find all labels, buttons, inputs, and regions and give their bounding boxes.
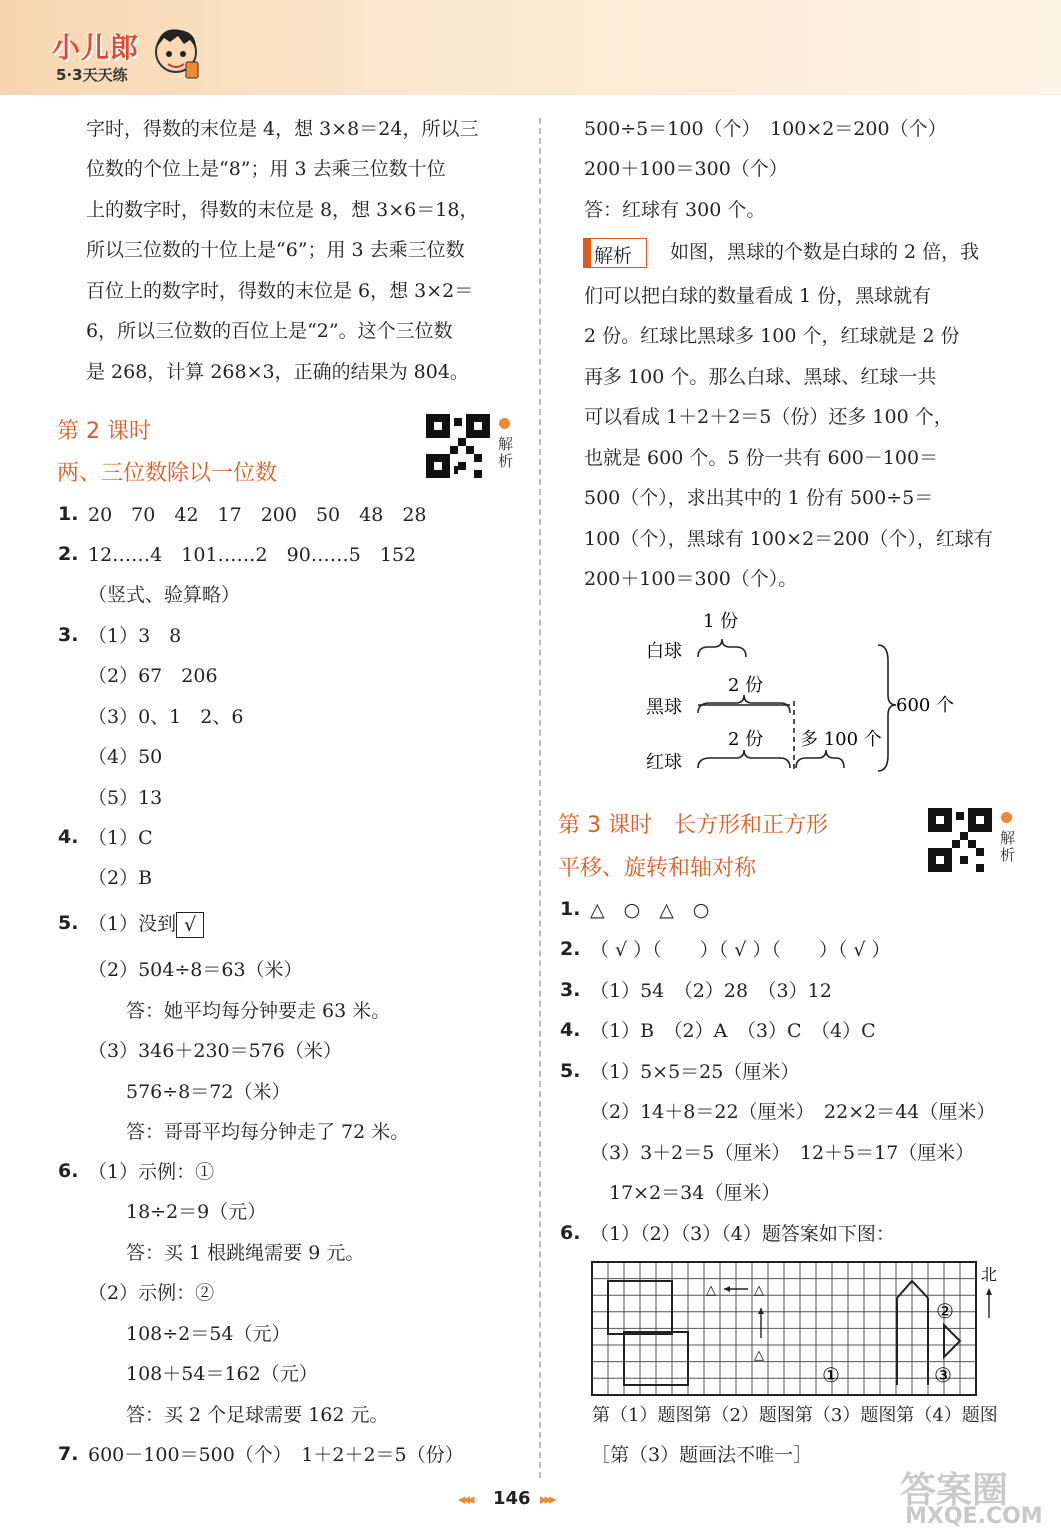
page-number: 146 xyxy=(493,1488,531,1509)
qr-dot-icon xyxy=(499,418,510,429)
item-text: （2）示例：② xyxy=(88,1282,215,1304)
north-label: 北 xyxy=(981,1265,998,1284)
item-text: （竖式、验算略） xyxy=(88,584,241,606)
mascot-icon xyxy=(150,22,202,84)
prev-arrows-icon: ◂◂◂ xyxy=(458,1490,472,1508)
brand-logo: 小儿郎 xyxy=(52,31,140,64)
brace-red-left xyxy=(698,750,790,768)
ball-diagram xyxy=(640,605,970,780)
item-number: 5. xyxy=(58,912,79,934)
item-text: （5）13 xyxy=(88,787,163,809)
item-text: 答：买 1 根跳绳需要 9 元。 xyxy=(126,1242,365,1264)
item-number: 2. xyxy=(58,543,79,565)
item-text: （1）（2）（3）（4）题答案如下图： xyxy=(590,1223,895,1245)
text-line: 答：红球有 300 个。 xyxy=(584,199,766,221)
brand-subtitle: 5·3天天练 xyxy=(56,66,128,84)
text-line: 可以看成 1＋2＋2＝5（份）还多 100 个， xyxy=(584,406,953,428)
qr-code-icon[interactable] xyxy=(426,414,490,478)
check-box: √ xyxy=(176,912,204,938)
qr-label: 解析 xyxy=(1000,829,1016,864)
item-number: 6. xyxy=(58,1160,79,1182)
q5-answer: （1）没到 xyxy=(88,913,177,935)
item-number: 1. xyxy=(58,503,79,525)
item-text: △ ○ △ ○ xyxy=(590,899,710,921)
item-text: 108÷2＝54（元） xyxy=(126,1323,291,1345)
item-text: （1）3 8 xyxy=(88,625,182,647)
item-number: 1. xyxy=(560,898,581,920)
circle-one: ① xyxy=(822,1363,840,1387)
label-two-parts-red: 2 份 xyxy=(728,729,764,750)
item-text xyxy=(88,912,204,938)
next-arrows-icon: ▸▸▸ xyxy=(540,1490,554,1508)
watermark-logo: 答案圈 xyxy=(900,1470,1009,1511)
item-text: （2）67 206 xyxy=(88,665,218,687)
item-text: 576÷8＝72（米） xyxy=(126,1081,291,1103)
brace-total xyxy=(878,645,896,771)
brace-red-right xyxy=(796,750,844,768)
section-title: 第 2 课时 xyxy=(57,419,151,444)
item-text: 答：她平均每分钟要走 63 米。 xyxy=(126,1000,391,1022)
item-text: 12……4 101……2 90……5 152 xyxy=(88,544,417,566)
item-number: 6. xyxy=(560,1222,581,1244)
item-text: （2）14＋8＝22（厘米） 22×2＝44（厘米） xyxy=(590,1101,996,1123)
item-text: （1）示例：① xyxy=(88,1161,215,1183)
text-line: 6，所以三位数的百位上是“2”。这个三位数 xyxy=(86,320,453,342)
item-text: 答：买 2 个足球需要 162 元。 xyxy=(126,1404,389,1426)
section-subtitle: 平移、旋转和轴对称 xyxy=(558,856,757,881)
item-text: 20 70 42 17 200 50 48 28 xyxy=(88,504,427,526)
text-line: 500÷5＝100（个） 100×2＝200（个） xyxy=(584,118,947,140)
label-red: 红球 xyxy=(646,752,682,773)
text-line: 位数的个位上是“8”；用 3 去乘三位数十位 xyxy=(86,158,446,180)
item-number: 4. xyxy=(560,1019,581,1041)
analysis-tag xyxy=(583,238,647,268)
label-black: 黑球 xyxy=(646,697,682,718)
text-line: 200＋100＝300（个） xyxy=(584,158,788,180)
label-two-parts-black: 2 份 xyxy=(728,675,764,696)
text-line: 们可以把白球的数量看成 1 份，黑球就有 xyxy=(584,285,932,307)
item-text: （4）50 xyxy=(88,746,163,768)
item-text: （1）B （2）A （3）C （4）C xyxy=(590,1020,876,1042)
item-text: 18÷2＝9（元） xyxy=(126,1201,267,1223)
tag-bar xyxy=(584,239,591,267)
item-text: （1）5×5＝25（厘米） xyxy=(590,1061,800,1083)
item-number: 5. xyxy=(560,1060,581,1082)
label-more: 多 100 个 xyxy=(800,729,882,750)
item-text: （3）0、1 2、6 xyxy=(88,706,244,728)
qr-label: 解析 xyxy=(498,435,514,470)
item-text: （ √ ）（ ）（ √ ）（ ）（ √ ） xyxy=(590,939,891,961)
grid-note: ［第（3）题画法不唯一］ xyxy=(591,1444,813,1466)
item-text: （1）54 （2）28 （3）12 xyxy=(590,980,832,1002)
item-text: （3）346＋230＝576（米） xyxy=(88,1040,342,1062)
item-text: （2）B xyxy=(88,867,153,889)
column-divider xyxy=(539,118,541,1478)
item-number: 7. xyxy=(58,1443,79,1465)
item-text: 108＋54＝162（元） xyxy=(126,1363,318,1385)
triangle-icon: △ xyxy=(706,1283,716,1298)
item-text: 答：哥哥平均每分钟走了 72 米。 xyxy=(126,1121,410,1143)
text-line: 字时，得数的末位是 4，想 3×8＝24，所以三 xyxy=(86,118,479,140)
text-line: 2 份。红球比黑球多 100 个，红球就是 2 份 xyxy=(584,325,960,347)
section-subtitle: 两、三位数除以一位数 xyxy=(57,461,278,486)
text-line: 上的数字时，得数的末位是 8，想 3×6＝18， xyxy=(86,199,479,221)
text-line: 所以三位数的十位上是“6”；用 3 去乘三位数 xyxy=(86,239,465,261)
text-line: 200＋100＝300（个）。 xyxy=(584,568,798,590)
triangle-icon: △ xyxy=(754,1348,764,1363)
brace-white xyxy=(698,639,746,657)
tag-label: 解析 xyxy=(594,245,633,267)
circle-three: ③ xyxy=(934,1363,952,1387)
text-line: 是 268，计算 268×3，正确的结果为 804。 xyxy=(86,361,469,383)
text-line: 100（个），黑球有 100×2＝200（个），红球有 xyxy=(584,528,993,550)
item-number: 2. xyxy=(560,938,581,960)
text-line: 百位上的数字时，得数的末位是 6，想 3×2＝ xyxy=(86,280,474,302)
grid-figure xyxy=(588,1258,1008,1402)
item-number: 4. xyxy=(58,826,79,848)
item-text: 17×2＝34（厘米） xyxy=(590,1182,781,1204)
item-number: 3. xyxy=(58,624,79,646)
item-text: （1）C xyxy=(88,827,153,849)
qr-code-icon[interactable] xyxy=(928,808,992,872)
figure4-triangle xyxy=(944,1325,960,1357)
item-text: （2）504÷8＝63（米） xyxy=(88,959,303,981)
label-total: 600 个 xyxy=(896,695,955,716)
analysis-first-line: 如图，黑球的个数是白球的 2 倍，我 xyxy=(670,241,980,263)
triangle-icon: △ xyxy=(754,1283,764,1298)
qr-dot-icon xyxy=(1001,812,1012,823)
section-title: 第 3 课时 长方形和正方形 xyxy=(558,813,828,838)
item-text: （3）3＋2＝5（厘米） 12＋5＝17（厘米） xyxy=(590,1142,975,1164)
grid-caption: 第（1）题图第（2）题图第（3）题图第（4）题图 xyxy=(592,1405,998,1426)
text-line: 也就是 600 个。5 份一共有 600－100＝ xyxy=(584,447,939,469)
item-text: 600－100＝500（个） 1＋2＋2＝5（份） xyxy=(88,1444,464,1466)
item-number: 3. xyxy=(560,979,581,1001)
brace-black xyxy=(698,695,790,713)
watermark-url: MXQE.COM xyxy=(905,1504,1043,1529)
circle-two: ② xyxy=(936,1299,954,1323)
label-white: 白球 xyxy=(646,641,682,662)
label-one-part: 1 份 xyxy=(703,611,739,632)
text-line: 500（个），求出其中的 1 份有 500÷5＝ xyxy=(584,487,934,509)
text-line: 再多 100 个。那么白球、黑球、红球一共 xyxy=(584,366,937,388)
